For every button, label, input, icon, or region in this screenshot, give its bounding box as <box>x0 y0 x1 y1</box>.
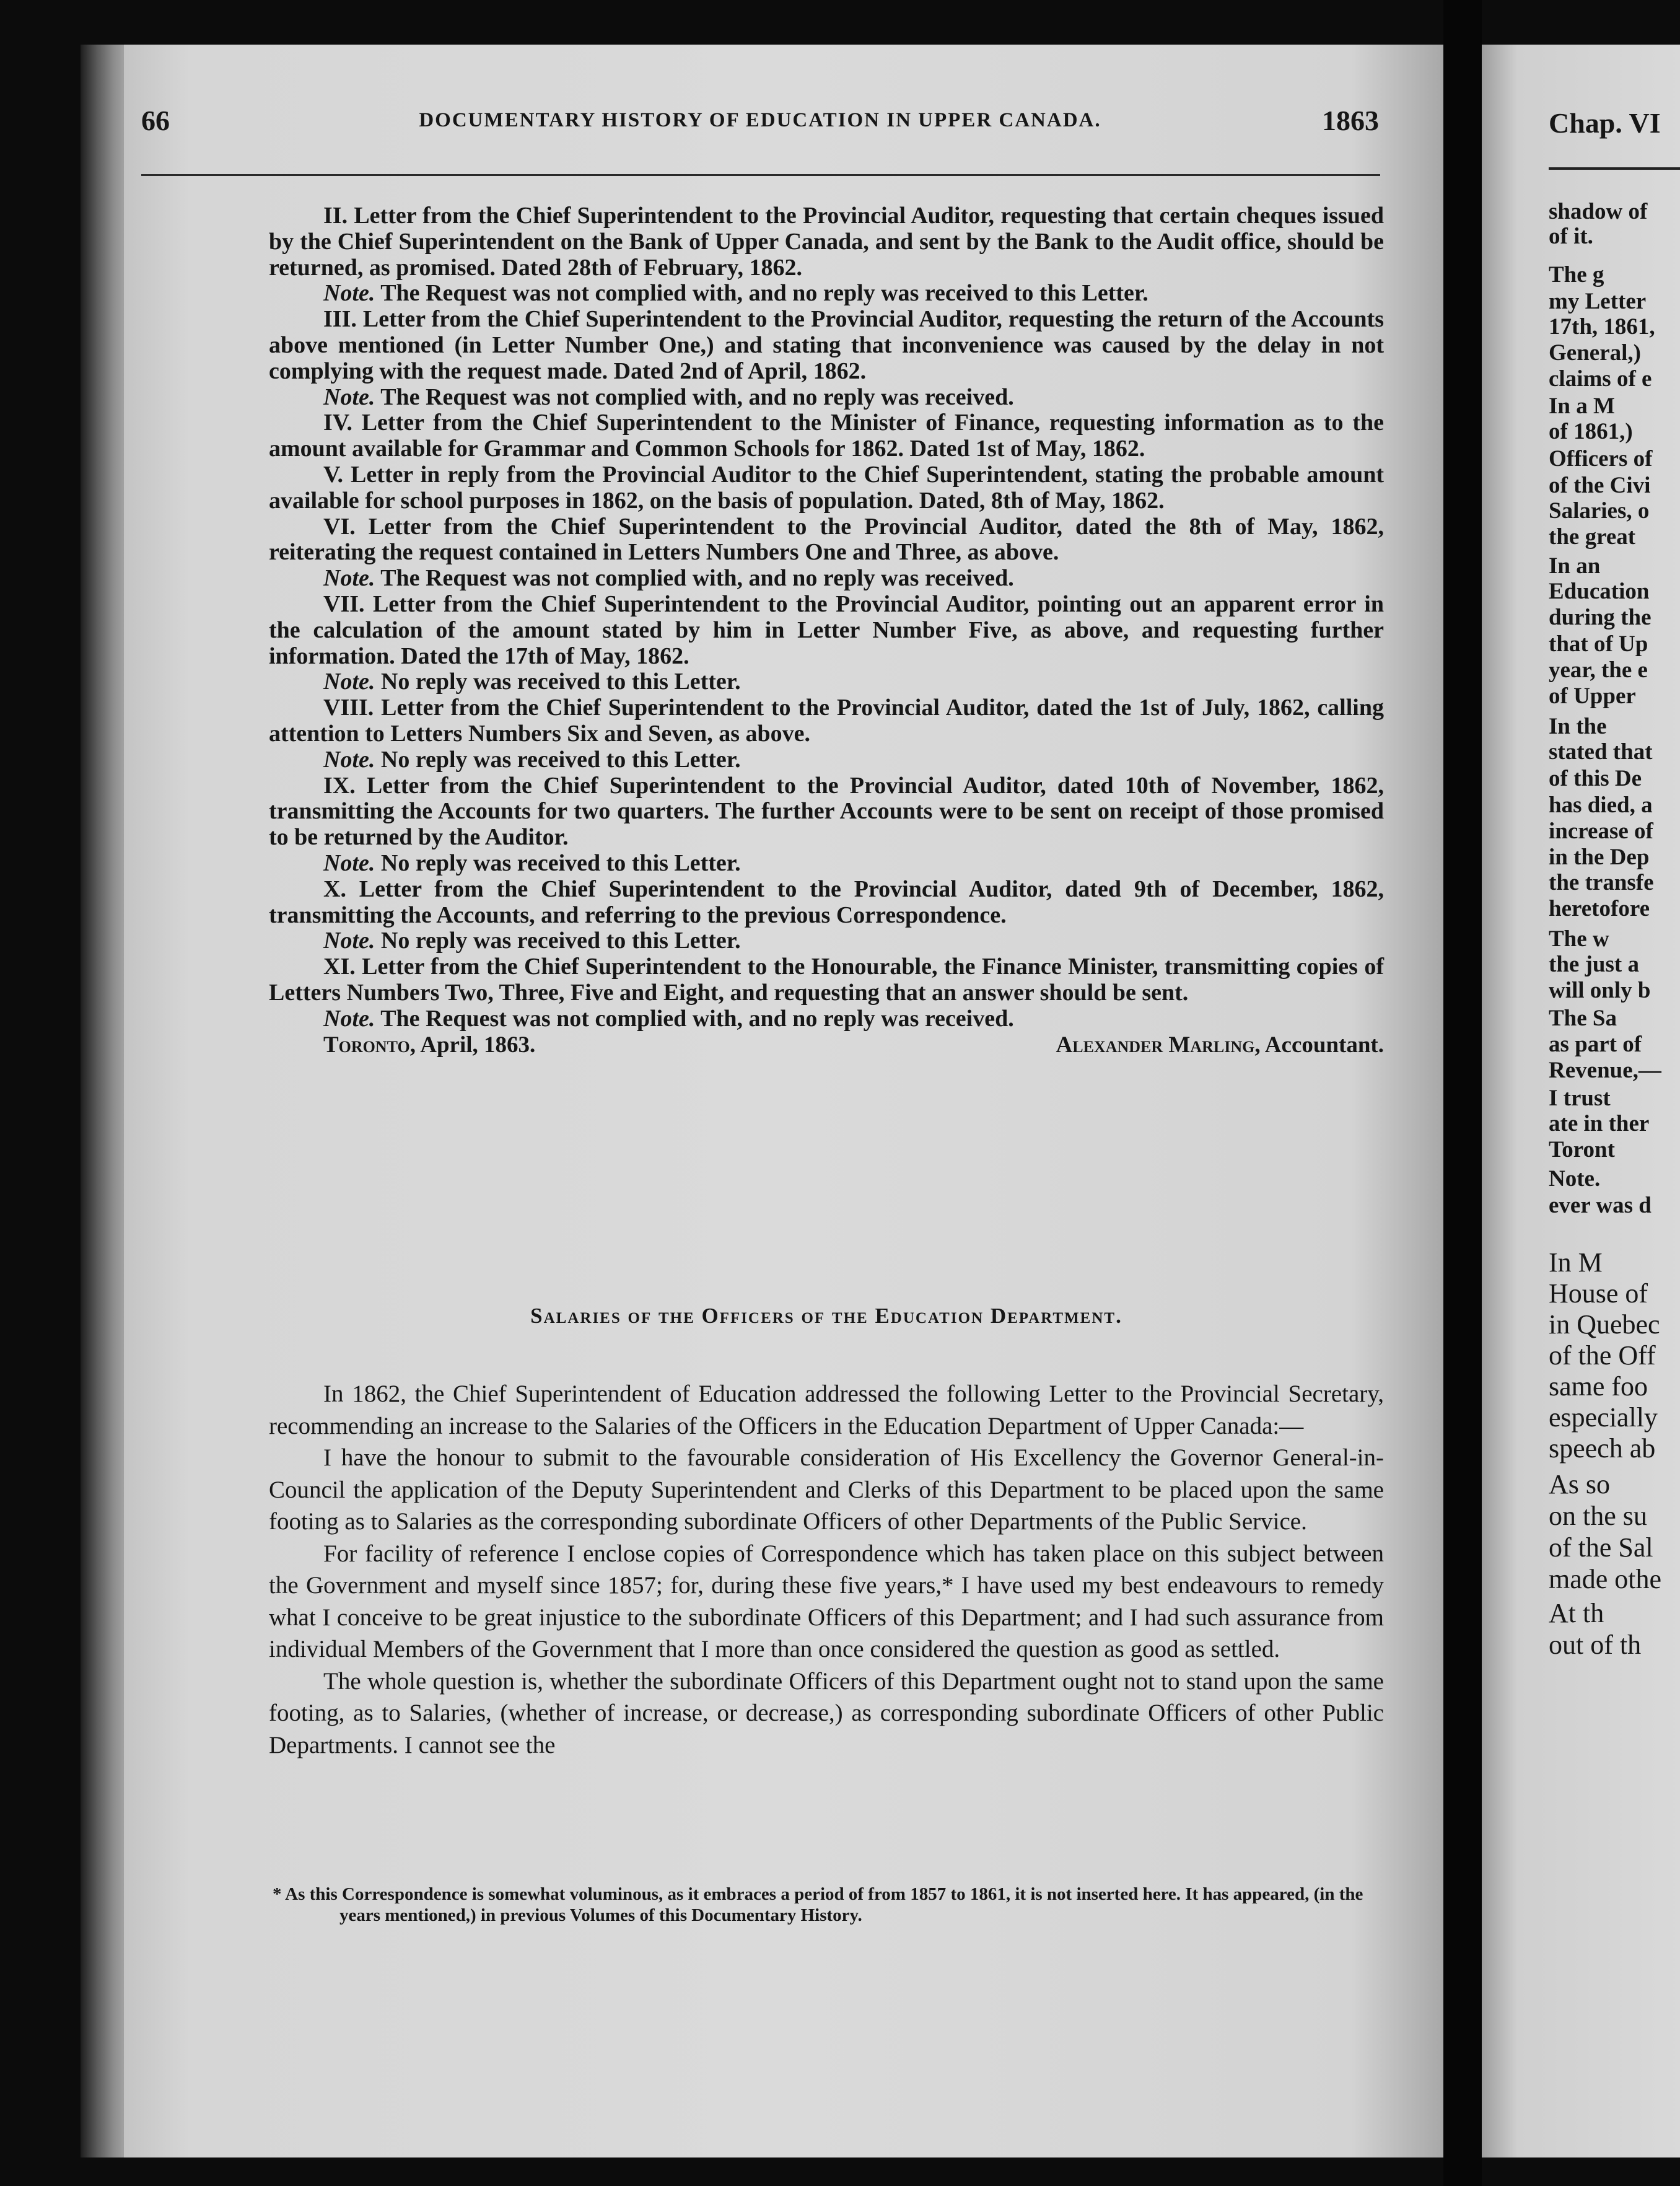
signature-name: Alexander Marling <box>1056 1032 1255 1058</box>
letter-note <box>269 566 1384 592</box>
note-label: Note. <box>323 928 375 954</box>
facing-line: of Upper <box>1549 683 1636 709</box>
facing-line: same foo <box>1549 1371 1648 1402</box>
facing-line: At th <box>1549 1598 1604 1628</box>
note-label: Note. <box>323 565 375 592</box>
facing-line: of the Off <box>1549 1340 1656 1371</box>
facing-line: I trust <box>1549 1086 1611 1111</box>
facing-line: in Quebec <box>1549 1309 1660 1340</box>
letter-entry: II. Letter from the Chief Superintendent to the Provincial Auditor, requesting that certain cheques issued by the Chief Superintendent on the Bank of Upper Canada, and sent by the Bank to the Audit office, should be returned, as promised. Dated 28th of February, 1862. <box>269 203 1384 281</box>
facing-line: As so <box>1549 1469 1611 1499</box>
letter-entry: VIII. Letter from the Chief Superintendent to the Provincial Auditor, dated the 1st of July, 1862, calling attention to Letters Numbers Six and Seven, as above. <box>269 695 1384 747</box>
letter-entry: VII. Letter from the Chief Superintendent to the Provincial Auditor, pointing out an apparent error in the calculation of the amount stated by him in Letter Number Five, as above, and requesting further information. Dated the 17th of May, 1862. <box>269 590 1384 669</box>
running-head <box>141 104 1379 147</box>
facing-line: Revenue,— <box>1549 1058 1661 1083</box>
facing-line: made othe <box>1549 1564 1662 1594</box>
facing-line: out of th <box>1549 1630 1642 1660</box>
note-label: Note. <box>323 1005 375 1032</box>
letter-note <box>269 669 1384 695</box>
facing-line: 17th, 1861, <box>1549 314 1655 340</box>
letter-note <box>269 928 1384 954</box>
facing-line: will only b <box>1549 978 1651 1003</box>
note-text: No reply was received to this Letter. <box>380 746 741 773</box>
paragraph: For facility of reference I enclose copies of Correspondence which has taken place on this subject between the Government and myself since 1857; for, during these five years,* I have used my best endeavours to remedy what I conceive to be great injustice to the subordinate Officers of this Department; and I had such assurance from individual Members of the Government that I more than once considered the question as good as settled. <box>269 1540 1384 1662</box>
facing-line: in the Dep <box>1549 845 1650 870</box>
page-number: 66 <box>141 105 170 136</box>
note-text: The Request was not complied with, and no reply was received to this Letter. <box>380 280 1148 307</box>
facing-line: General,) <box>1549 340 1641 366</box>
section-heading: Salaries of the Officers of the Education Department. <box>530 1304 1122 1328</box>
facing-line: speech ab <box>1549 1433 1656 1464</box>
note-label: Note. <box>323 384 375 410</box>
facing-line: of the Sal <box>1549 1532 1653 1563</box>
facing-line: claims of e <box>1549 366 1652 392</box>
facing-running-head: Chap. VI <box>1549 107 1661 139</box>
note-text: The Request was not complied with, and no reply was received. <box>380 565 1014 592</box>
scan-binding-edge <box>81 45 128 2157</box>
letters-list <box>269 203 1384 1058</box>
letter-entry: XI. Letter from the Chief Superintendent to the Honourable, the Finance Minister, transmitting copies of Letters Numbers Two, Three, Five and Eight, and requesting that an answer should be sent. <box>269 954 1384 1006</box>
facing-line: has died, a <box>1549 792 1653 818</box>
facing-line: Salaries, o <box>1549 498 1650 524</box>
note-text: No reply was received to this Letter. <box>380 849 741 876</box>
letter-note <box>269 1006 1384 1032</box>
signature-date: , April, 1863. <box>409 1032 536 1058</box>
note-text: No reply was received to this Letter. <box>380 669 741 695</box>
facing-line: stated that <box>1549 739 1653 765</box>
book-page-right <box>1482 45 1680 2157</box>
facing-line: Toront <box>1549 1137 1615 1162</box>
note-label: Note. <box>323 849 375 876</box>
facing-line: The Sa <box>1549 1006 1617 1031</box>
letter-entry: IV. Letter from the Chief Superintendent to the Minister of Finance, requesting information as to the amount available for Grammar and Common Schools for 1862. Dated 1st of May, 1862. <box>269 410 1384 462</box>
facing-line: during the <box>1549 605 1652 630</box>
main-text <box>269 1378 1384 1761</box>
signature-role: , Accountant. <box>1254 1032 1384 1058</box>
facing-line: heretofore <box>1549 896 1650 921</box>
facing-line: of this De <box>1549 766 1642 791</box>
facing-line: The w <box>1549 926 1609 952</box>
facing-line: Note. <box>1549 1166 1601 1192</box>
letter-entry: IX. Letter from the Chief Superintendent to the Provincial Auditor, dated 10th of November, 1862, transmitting the Accounts for two quarters. The further Accounts were to be sent on receipt of those promised to be returned by the Auditor. <box>269 772 1384 851</box>
paragraph: The whole question is, whether the subordinate Officers of this Department ought not to stand upon the same footing, as to Salaries, (whether of increase, or decrease,) as corresponding subordinate Officers of other Public Departments. I cannot see the <box>269 1667 1384 1758</box>
letter-entry: VI. Letter from the Chief Superintendent to the Provincial Auditor, dated the 8th of May, 1862, reiterating the request contained in Letters Numbers One and Three, as above. <box>269 513 1384 566</box>
running-title: DOCUMENTARY HISTORY OF EDUCATION IN UPPER CANADA. <box>419 109 1101 131</box>
facing-line: the just a <box>1549 952 1639 977</box>
letter-note <box>269 385 1384 411</box>
facing-line: of it. <box>1549 224 1593 249</box>
facing-line: of 1861,) <box>1549 419 1633 444</box>
note-text: The Request was not complied with, and no reply was received. <box>380 1005 1014 1032</box>
facing-line: ate in ther <box>1549 1111 1650 1136</box>
header-rule <box>141 174 1380 176</box>
facing-line: In a M <box>1549 393 1615 419</box>
facing-line: increase of <box>1549 819 1653 844</box>
facing-line: my Letter <box>1549 289 1647 314</box>
facing-line: Education <box>1549 579 1650 604</box>
facing-line: as part of <box>1549 1032 1642 1057</box>
note-label: Note. <box>323 280 375 307</box>
paragraph: I have the honour to submit to the favourable consideration of His Excellency the Governor General-in-Council the application of the Deputy Superintendent and Clerks of this Department to be placed upon the same footing as to Salaries as the corresponding subordinate Officers of other Departments of the Public Service. <box>269 1444 1384 1535</box>
facing-line: House of <box>1549 1278 1648 1309</box>
facing-line: ever was d <box>1549 1193 1652 1218</box>
facing-line: that of Up <box>1549 631 1648 657</box>
note-text: No reply was received to this Letter. <box>380 928 741 954</box>
letter-entry: X. Letter from the Chief Superintendent to the Provincial Auditor, dated 9th of December, 1862, transmitting the Accounts, and referring to the previous Correspondence. <box>269 876 1384 928</box>
facing-line: In an <box>1549 553 1601 579</box>
paragraph: In 1862, the Chief Superintendent of Education addressed the following Letter to the Provincial Secretary, recommending an increase to the Salaries of the Officers in the Education Department of Upper Canada:— <box>269 1381 1384 1439</box>
facing-line: the transfe <box>1549 870 1654 895</box>
facing-line: of the Civi <box>1549 473 1651 498</box>
letter-note <box>269 747 1384 773</box>
facing-line: In M <box>1549 1247 1603 1278</box>
book-gutter <box>1443 0 1482 2186</box>
facing-line: The g <box>1549 262 1604 288</box>
facing-line: the great <box>1549 524 1636 550</box>
footnote <box>273 1884 1388 1926</box>
running-year: 1863 <box>1322 105 1379 136</box>
letter-entry: V. Letter in reply from the Provincial Auditor to the Chief Superintendent, stating the probable amount available for school purposes in 1862, on the basis of population. Dated, 8th of May, 1862. <box>269 461 1384 514</box>
note-text: The Request was not complied with, and no reply was received. <box>380 384 1014 410</box>
facing-line: on the su <box>1549 1501 1647 1531</box>
letter-note <box>269 851 1384 877</box>
facing-header-rule <box>1549 167 1680 170</box>
footnote-text: * As this Correspondence is somewhat voluminous, as it embraces a period of from 1857 to 1861, it is not inserted here. It has appeared, (in the years mentioned,) in previous Volumes of this Documentary History. <box>273 1884 1363 1925</box>
letter-entry: III. Letter from the Chief Superintendent to the Provincial Auditor, requesting the return of the Accounts above mentioned (in Letter Number One,) and stating that inconvenience was caused by the delay in not complying with the request made. Dated 2nd of April, 1862. <box>269 306 1384 384</box>
letter-note <box>269 281 1384 307</box>
facing-line: Officers of <box>1549 446 1653 472</box>
facing-line: In the <box>1549 714 1607 739</box>
facing-line: especially <box>1549 1402 1658 1433</box>
signature-line <box>269 1032 1384 1058</box>
facing-line: year, the e <box>1549 657 1648 683</box>
note-label: Note. <box>323 669 375 695</box>
note-label: Note. <box>323 746 375 773</box>
facing-line: shadow of <box>1549 199 1648 224</box>
signature-place: Toronto <box>323 1032 410 1058</box>
